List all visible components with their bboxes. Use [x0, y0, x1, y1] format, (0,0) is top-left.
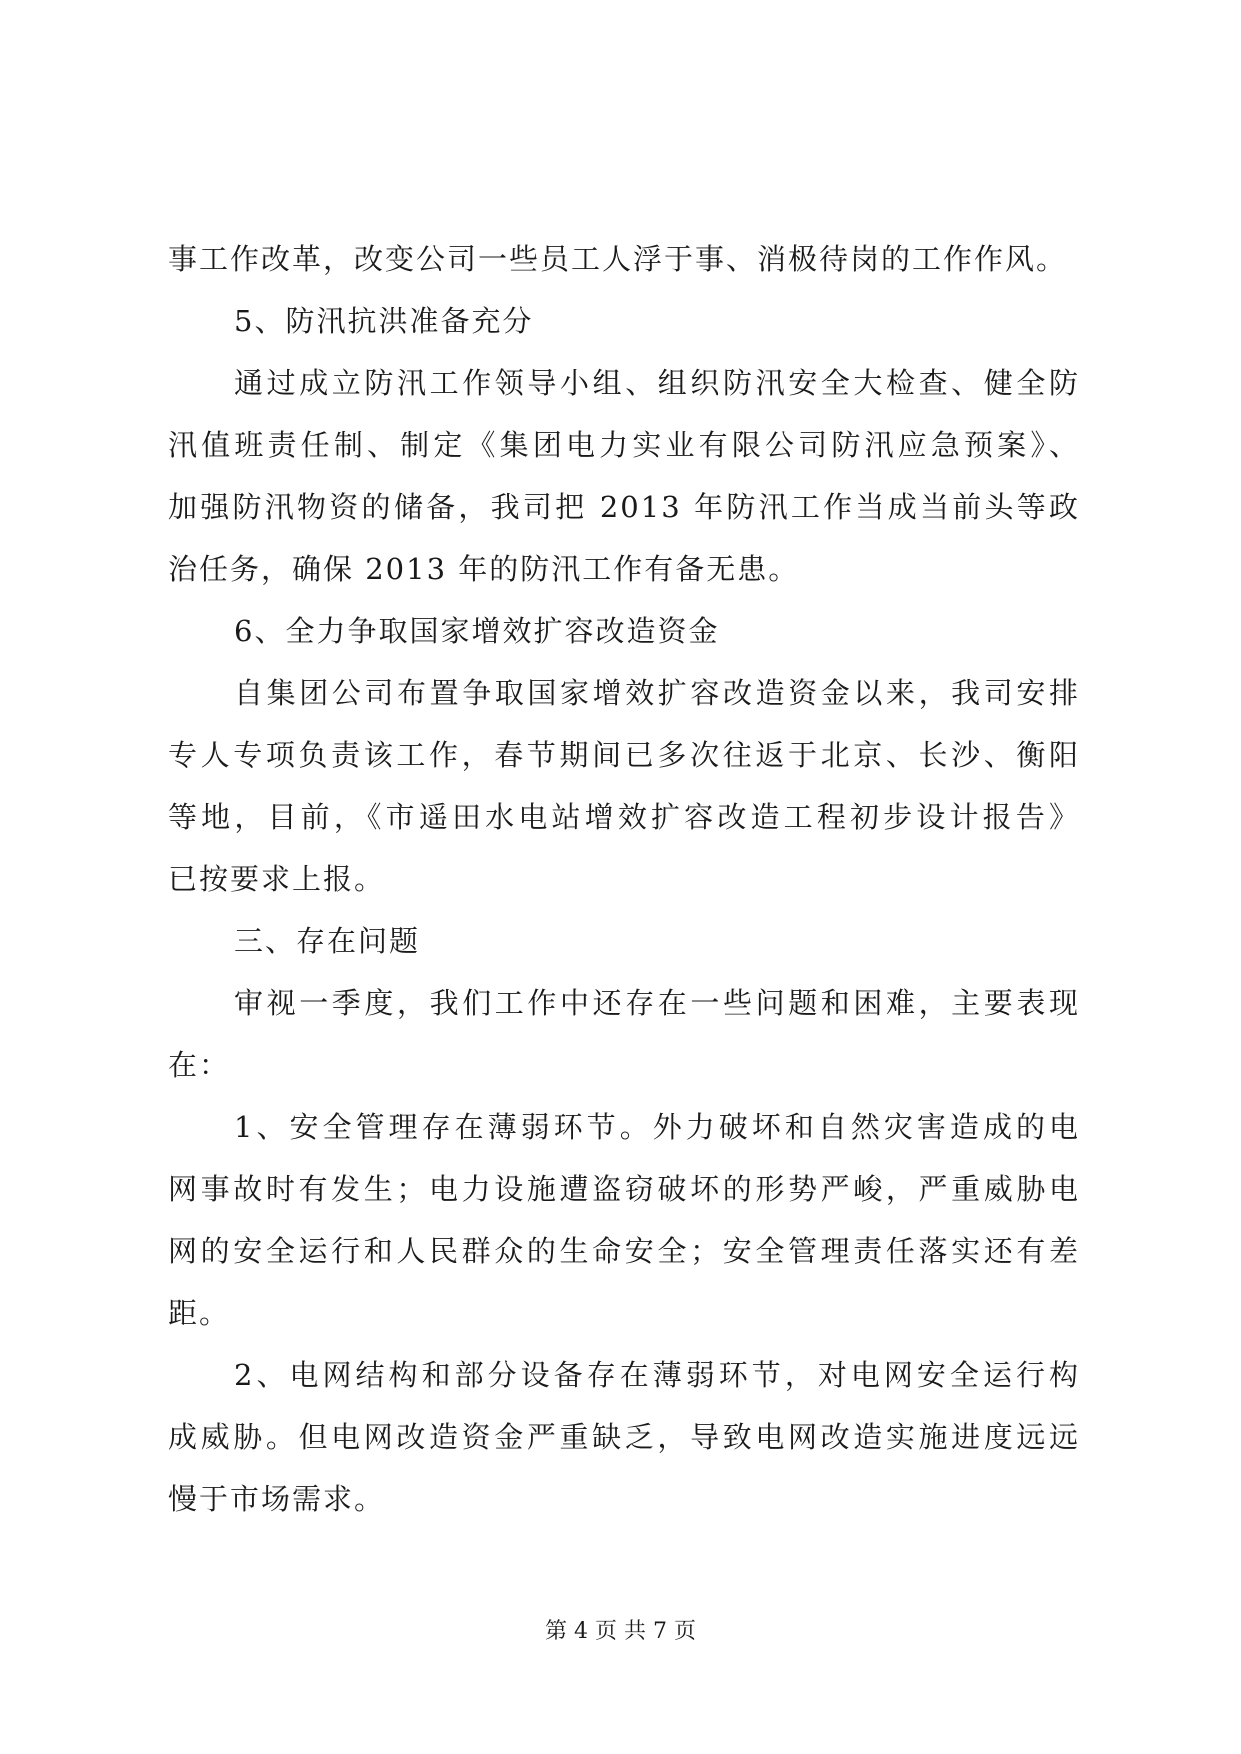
text-line: 成威胁。但电网改造资金严重缺乏，导致电网改造实施进度远远 — [168, 1420, 1080, 1454]
text-line: 1、安全管理存在薄弱环节。外力破坏和自然灾害造成的电 — [234, 1110, 1080, 1144]
text-line: 加强防汛物资的储备，我司把 2013 年防汛工作当成当前头等政 — [168, 490, 1080, 524]
page-footer: 第 4 页 共 7 页 — [545, 1619, 696, 1644]
text-line: 慢于市场需求。 — [168, 1482, 386, 1516]
text-line: 在： — [168, 1048, 231, 1082]
text-line: 5、防汛抗洪准备充分 — [234, 304, 534, 338]
text-line: 6、全力争取国家增效扩容改造资金 — [234, 614, 720, 648]
text-line: 等地，目前，《市遥田水电站增效扩容改造工程初步设计报告》 — [168, 800, 1080, 834]
text-line: 治任务，确保 2013 年的防汛工作有备无患。 — [168, 552, 800, 586]
text-line: 三、存在问题 — [234, 924, 421, 958]
text-line: 网事故时有发生；电力设施遭盗窃破坏的形势严峻，严重威胁电 — [168, 1172, 1080, 1206]
text-line: 审视一季度，我们工作中还存在一些问题和困难，主要表现 — [234, 986, 1080, 1020]
document-body — [168, 228, 1080, 1530]
text-line: 已按要求上报。 — [168, 862, 386, 896]
text-line: 汛值班责任制、制定《集团电力实业有限公司防汛应急预案》、 — [168, 428, 1080, 462]
text-line: 专人专项负责该工作，春节期间已多次往返于北京、长沙、衡阳 — [168, 738, 1080, 772]
text-line: 网的安全运行和人民群众的生命安全；安全管理责任落实还有差 — [168, 1234, 1080, 1268]
text-line: 距。 — [168, 1296, 231, 1330]
text-line: 通过成立防汛工作领导小组、组织防汛安全大检查、健全防 — [234, 366, 1080, 400]
text-line: 事工作改革，改变公司一些员工人浮于事、消极待岗的工作作风。 — [168, 242, 1068, 276]
text-line: 自集团公司布置争取国家增效扩容改造资金以来，我司安排 — [234, 676, 1080, 710]
text-line: 2、电网结构和部分设备存在薄弱环节，对电网安全运行构 — [234, 1358, 1080, 1392]
